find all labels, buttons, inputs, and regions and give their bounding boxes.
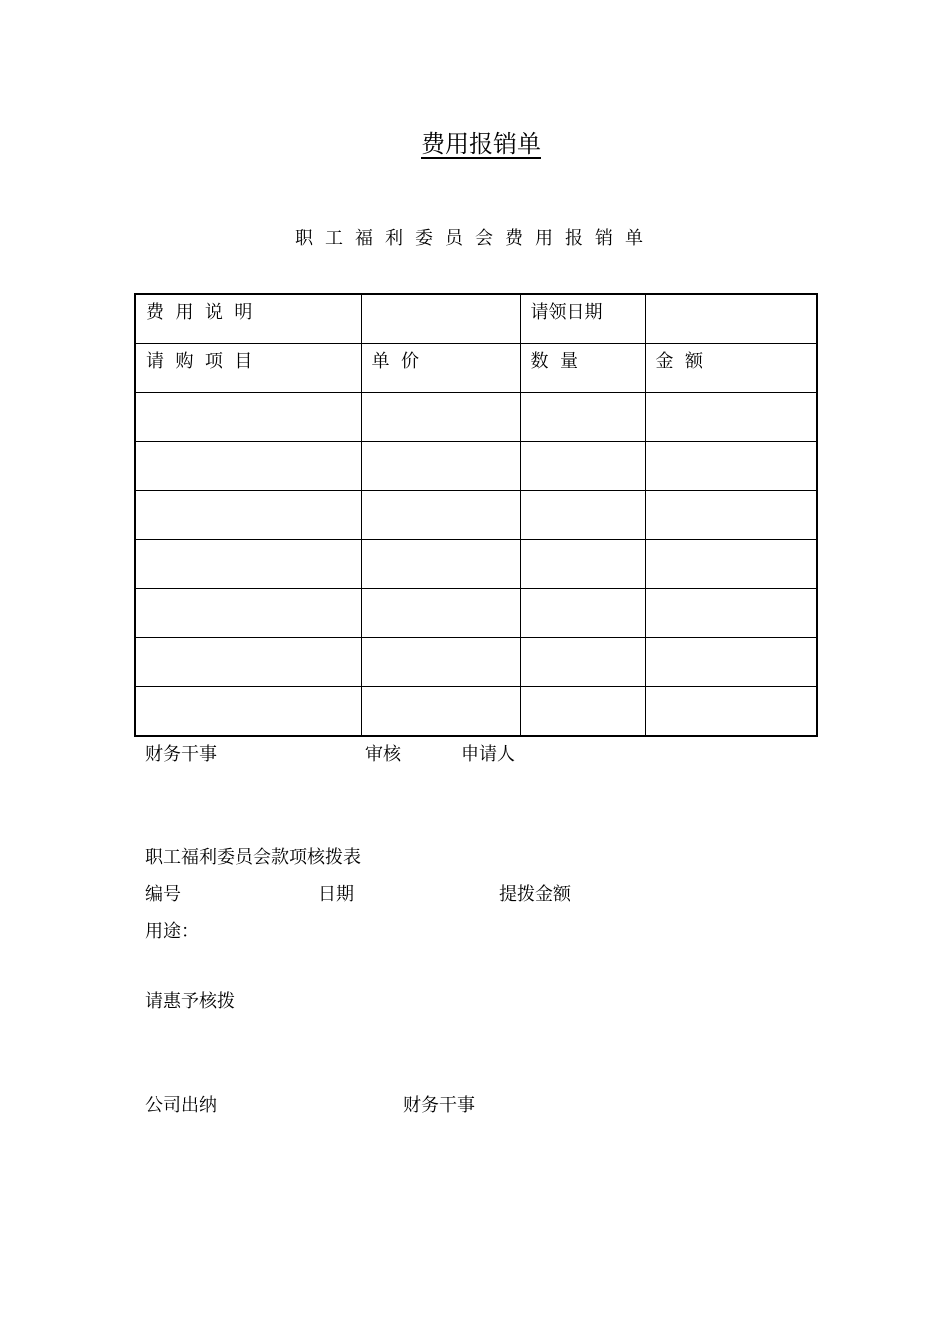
table-row-description (135, 294, 817, 344)
cell-quantity[interactable] (520, 589, 645, 638)
cell-unit-price[interactable] (361, 491, 520, 540)
table-row (135, 589, 817, 638)
cell-request-date-value[interactable] (645, 294, 817, 344)
cell-amount[interactable] (645, 687, 817, 737)
expense-table (134, 293, 818, 737)
cell-unit-price[interactable] (361, 442, 520, 491)
cell-item[interactable] (135, 687, 361, 737)
allocation-cashier-label: 公司出纳 (145, 1095, 217, 1116)
header-amount: 金 额 (645, 344, 817, 393)
cell-unit-price[interactable] (361, 540, 520, 589)
header-unit-price: 单 价 (361, 344, 520, 393)
allocation-number-label: 编号 (145, 884, 181, 905)
cell-item[interactable] (135, 491, 361, 540)
cell-quantity[interactable] (520, 491, 645, 540)
table-row (135, 393, 817, 442)
cell-description-value[interactable] (361, 294, 520, 344)
allocation-purpose-label: 用途： (145, 921, 199, 942)
signature-applicant: 申请人 (461, 744, 515, 765)
cell-amount[interactable] (645, 589, 817, 638)
table-body (135, 393, 817, 737)
cell-quantity[interactable] (520, 687, 645, 737)
table-row (135, 638, 817, 687)
cell-unit-price[interactable] (361, 687, 520, 737)
cell-unit-price[interactable] (361, 638, 520, 687)
allocation-amount-label: 提拨金额 (499, 884, 571, 905)
cell-amount[interactable] (645, 491, 817, 540)
page-title-text: 费用报销单 (421, 130, 541, 158)
allocation-request-text: 请惠予核拨 (145, 991, 235, 1012)
cell-item[interactable] (135, 638, 361, 687)
form-subtitle: 职工福利委员会费用报销单 (295, 228, 655, 249)
table-row (135, 491, 817, 540)
cell-quantity[interactable] (520, 540, 645, 589)
cell-item[interactable] (135, 589, 361, 638)
signature-review: 审核 (365, 744, 401, 765)
page-title (0, 124, 950, 159)
allocation-date-label: 日期 (318, 884, 354, 905)
cell-request-date-label: 请领日期 (520, 294, 645, 344)
table-row (135, 442, 817, 491)
signature-finance-officer: 财务干事 (145, 744, 217, 765)
header-quantity: 数 量 (520, 344, 645, 393)
cell-quantity[interactable] (520, 638, 645, 687)
table-row (135, 687, 817, 737)
cell-amount[interactable] (645, 638, 817, 687)
cell-quantity[interactable] (520, 393, 645, 442)
allocation-finance-officer-label: 财务干事 (403, 1095, 475, 1116)
cell-item[interactable] (135, 540, 361, 589)
cell-amount[interactable] (645, 393, 817, 442)
cell-amount[interactable] (645, 540, 817, 589)
cell-item[interactable] (135, 393, 361, 442)
cell-unit-price[interactable] (361, 589, 520, 638)
cell-quantity[interactable] (520, 442, 645, 491)
cell-item[interactable] (135, 442, 361, 491)
allocation-title: 职工福利委员会款项核拨表 (145, 847, 361, 868)
cell-amount[interactable] (645, 442, 817, 491)
cell-unit-price[interactable] (361, 393, 520, 442)
table-row (135, 540, 817, 589)
header-item: 请 购 项 目 (135, 344, 361, 393)
table-header-row (135, 344, 817, 393)
cell-description-label: 费 用 说 明 (135, 294, 361, 344)
